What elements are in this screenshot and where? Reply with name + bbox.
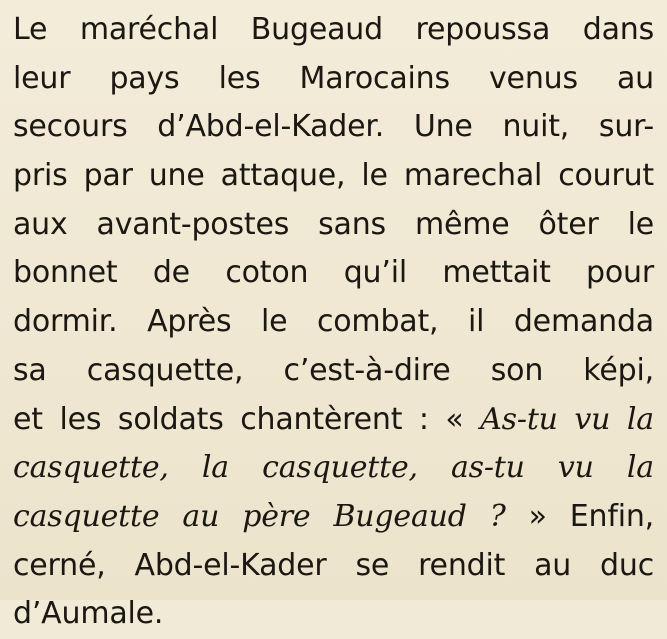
text-line-4: pris par une attaque, le marechal courut (13, 158, 654, 194)
text-line-9: et les soldats chantèrent : « As-tu vu la (13, 401, 654, 437)
song-quote-end: casquette au père Bugeaud ? (13, 498, 506, 534)
text-line-13: d’Aumale. (13, 596, 164, 632)
text-line-5: aux avant-postes sans même ôter le (13, 206, 654, 242)
text-line-7: dormir. Après le combat, il demanda (13, 304, 654, 340)
text-line-1: Le maréchal Bugeaud repoussa dans (13, 12, 654, 47)
text-line-2: leur pays les Marocains venus au (13, 60, 654, 96)
paragraph (13, 6, 654, 639)
song-quote-middle: casquette, la casquette, as-tu vu la (13, 450, 654, 486)
text-line-12: cerné, Abd-el-Kader se rendit au duc (13, 547, 654, 583)
text-line-8: sa casquette, c’est-à-dire son képi, (13, 352, 654, 388)
text-line-11: casquette au père Bugeaud ? » Enfin, (13, 498, 654, 534)
text-line-3: secours d’Abd-el-Kader. Une nuit, sur- (13, 109, 654, 145)
text-line-10 (13, 444, 654, 493)
song-quote-start: As-tu vu la (480, 401, 654, 437)
text-line-6: bonnet de coton qu’il mettait pour (13, 255, 654, 291)
